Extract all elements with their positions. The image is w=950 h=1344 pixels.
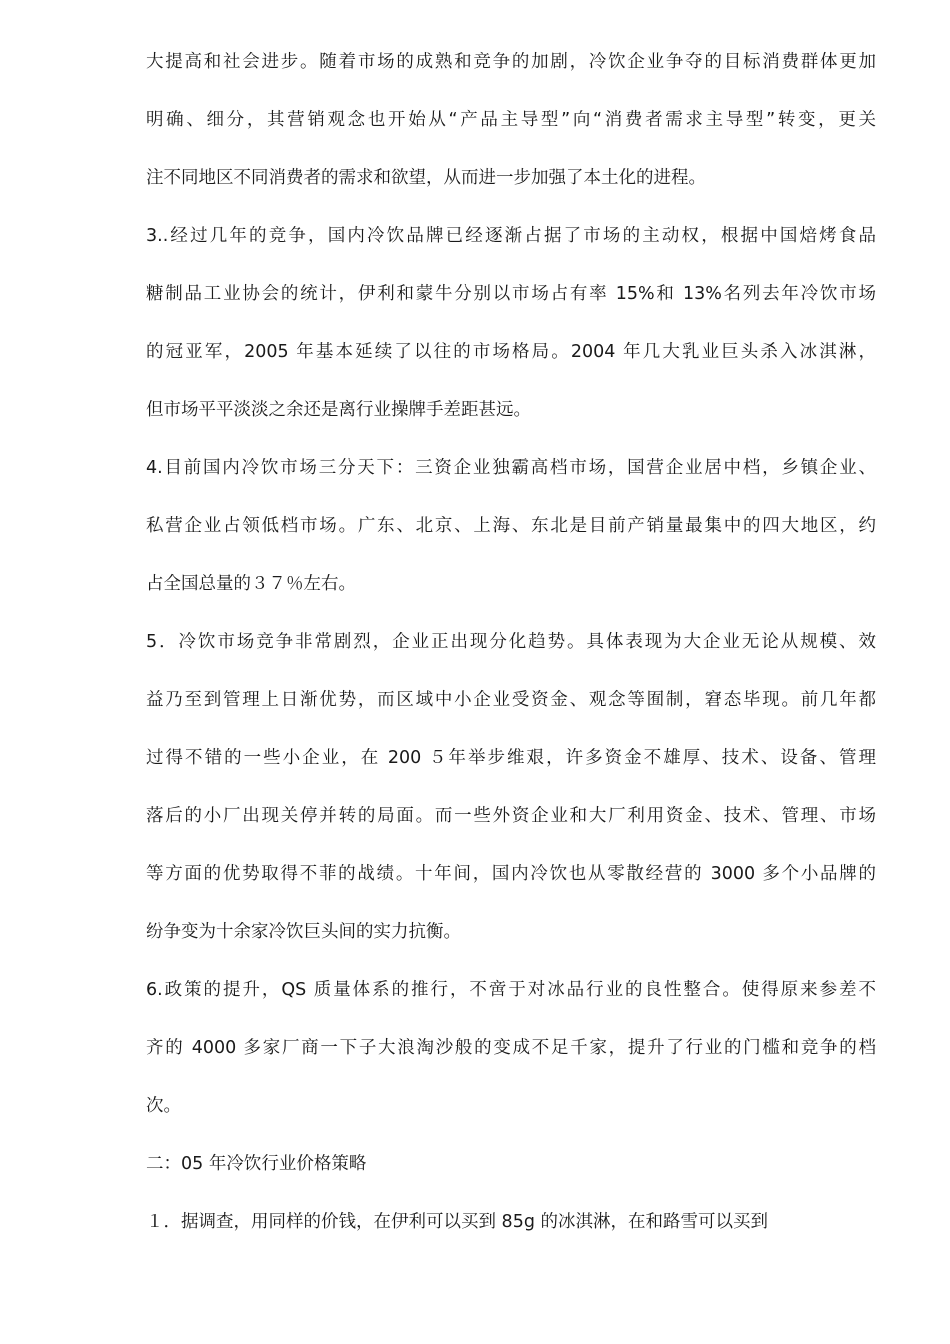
text-line: 占全国总量的３７％左右。 — [146, 574, 356, 594]
text-line: 大提高和社会进步。随着市场的成熟和竞争的加剧，冷饮企业争夺的目标消费群体更加 — [146, 52, 876, 72]
text-line: 等方面的优势取得不菲的战绩。十年间，国内冷饮也从零散经营的 3000 多个小品牌的 — [146, 864, 876, 884]
text-line: 齐的 4000 多家厂商一下子大浪淘沙般的变成不足千家，提升了行业的门槛和竞争的档 — [146, 1038, 876, 1058]
section-heading: 二：05 年冷饮行业价格策略 — [146, 1154, 367, 1174]
text-line: 注不同地区不同消费者的需求和欲望，从而进一步加强了本土化的进程。 — [146, 168, 706, 188]
text-line: １．据调查，用同样的价钱，在伊利可以买到 85g 的冰淇淋，在和路雪可以买到 — [146, 1212, 768, 1232]
text-line: 明确、细分，其营销观念也开始从“产品主导型”向“消费者需求主导型”转变，更关 — [146, 110, 876, 130]
text-line: 过得不错的一些小企业，在 200 ５年举步维艰，许多资金不雄厚、技术、设备、管理 — [146, 748, 876, 768]
text-line: 6.政策的提升，QS 质量体系的推行，不啻于对冰品行业的良性整合。使得原来参差不 — [146, 980, 876, 1000]
text-line: 5．冷饮市场竞争非常剧烈，企业正出现分化趋势。具体表现为大企业无论从规模、效 — [146, 632, 876, 652]
text-line: 糖制品工业协会的统计，伊利和蒙牛分别以市场占有率 15%和 13%名列去年冷饮市场 — [146, 284, 876, 304]
text-line: 但市场平平淡淡之余还是离行业操牌手差距甚远。 — [146, 400, 531, 420]
text-line: 次。 — [146, 1096, 181, 1116]
text-line: 纷争变为十余家冷饮巨头间的实力抗衡。 — [146, 922, 461, 942]
text-line: 的冠亚军，2005 年基本延续了以往的市场格局。2004 年几大乳业巨头杀入冰淇淋， — [146, 342, 876, 362]
text-line: 落后的小厂出现关停并转的局面。而一些外资企业和大厂利用资金、技术、管理、市场 — [146, 806, 876, 826]
text-line: 3..经过几年的竞争，国内冷饮品牌已经逐渐占据了市场的主动权，根据中国焙烤食品 — [146, 226, 876, 246]
text-line: 益乃至到管理上日渐优势，而区域中小企业受资金、观念等囿制，窘态毕现。前几年都 — [146, 690, 876, 710]
text-line: 私营企业占领低档市场。广东、北京、上海、东北是目前产销量最集中的四大地区，约 — [146, 516, 876, 536]
document-body — [146, 42, 876, 1260]
text-line: 4.目前国内冷饮市场三分天下：三资企业独霸高档市场，国营企业居中档，乡镇企业、 — [146, 458, 876, 478]
